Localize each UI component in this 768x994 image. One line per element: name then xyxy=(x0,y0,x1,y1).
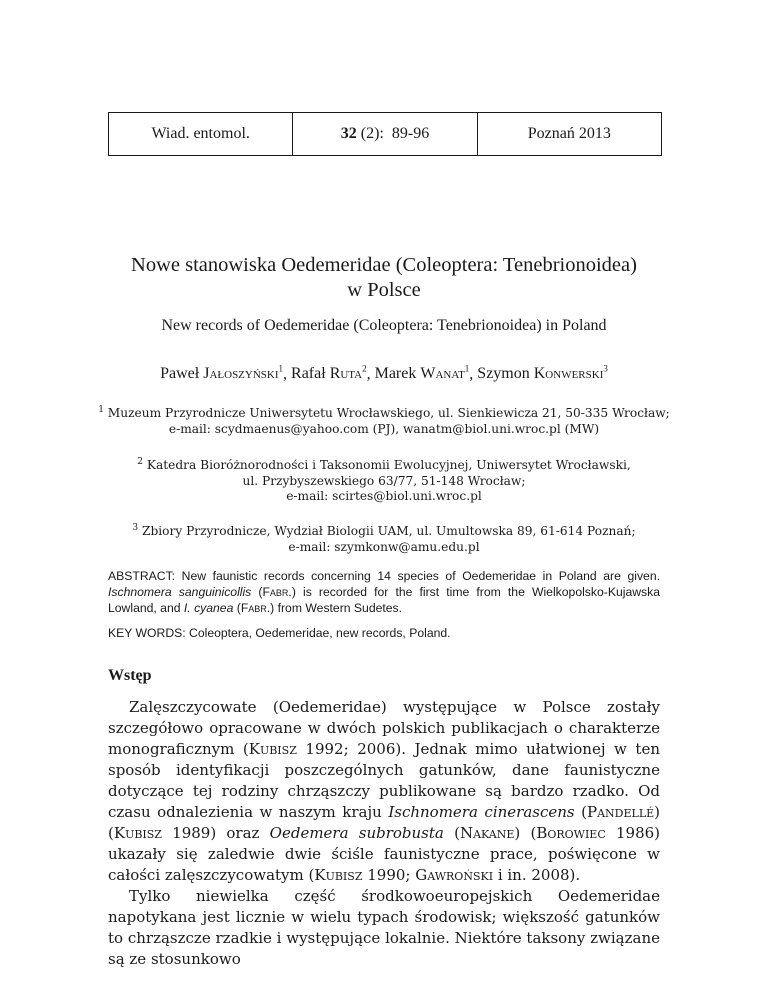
journal-name: Wiad. entomol. xyxy=(151,125,250,142)
keywords: KEY WORDS: Coleoptera, Oedemeridae, new records, Poland. xyxy=(108,626,451,640)
affiliation-2: $^2$ Katedra Bioróżnorodności i Taksonomii Ewolucyjnej, Uniwersytet Wrocławski, ul. Przybyszewskiego 63/77, 51-148 Wrocław; e-mail: scirtes@biol.uni.wroc.pl xyxy=(137,457,631,504)
author: Paweł Jałoszyński$^1$ xyxy=(160,364,284,383)
affiliation-1: $^1$ Muzeum Przyrodnicze Uniwersytetu Wrocławskiego, ul. Sienkiewicza 21, 50-335 Wrocław; e-mail: scydmaenus@yahoo.com (PJ), wanatm@biol.uni.wroc.pl (MW) xyxy=(98,405,670,436)
place-year: Poznań 2013 xyxy=(477,113,661,155)
abstract: ABSTRACT: New faunistic records concerning 14 species of Oedemeridae in Poland are given. Ischnomera sanguinicollis (Fabr.) is recorded for the first time from the Wielkopolsko-Kujawska Lowland, and I. cyanea (Fabr.) from Western Sudetes. xyxy=(108,569,660,615)
paragraph-2: Tylko niewielka część środkowoeuropejskich Oedemeridae napotykana jest licznie w wielu typach środowisk; większość gatunków to chrząszcze rzadkie i występujące lokalnie. Niektóre taksony związane są ze stosunkowo xyxy=(108,887,660,968)
paragraph-1: Zalęszczycowate (Oedemeridae) występujące w Polsce zostały szczegółowo opracowane w dwóch polskich publikacjach o charakterze monograficznym (Kubisz 1992; 2006). Jednak mimo ułatwionej w ten sposób identyfikacji poszczególnych gatunków, dane faunistyczne dotyczące tej rodziny chrząszczy publikowane są bardzo rzadko. Od czasu odnalezienia w naszym kraju Ischnomera cinerascens (Pandellé) (Kubisz 1989) oraz Oedemera subrobusta (Nakane) (Borowiec 1986) ukazały się zaledwie dwie ściśle faunistyczne prace, poświęcone w całości zalęszczycowatym (Kubisz 1990; Gawroński i in. 2008). xyxy=(108,698,661,884)
title-line-2: w Polsce xyxy=(347,279,421,301)
title-line-1: Nowe stanowiska Oedemeridae (Coleoptera: Tenebrionoidea) xyxy=(131,254,637,276)
issue-pages: (2): 89-96 xyxy=(356,125,430,142)
author: Szymon Konwerski$^3$ xyxy=(477,364,608,383)
english-title: New records of Oedemeridae (Coleoptera: Tenebrionoidea) in Poland xyxy=(161,317,607,334)
volume-pages xyxy=(292,113,476,155)
author-list: Paweł Jałoszyński$^1$, Rafał Ruta$^2$, Marek Wanat$^1$, Szymon Konwerski$^3$ xyxy=(160,364,608,383)
affiliation-3: $^3$ Zbiory Przyrodnicze, Wydział Biologii UAM, ul. Umultowska 89, 61-614 Poznań; e-mail: szymkonw@amu.edu.pl xyxy=(132,523,636,554)
volume-number: 32 xyxy=(340,125,357,142)
author: Rafał Ruta$^2$ xyxy=(291,364,367,383)
paper-title xyxy=(0,253,768,303)
section-heading: Wstęp xyxy=(108,667,152,684)
body-text xyxy=(108,697,660,970)
author: Marek Wanat$^1$ xyxy=(374,364,470,383)
journal-header-box xyxy=(108,112,662,156)
